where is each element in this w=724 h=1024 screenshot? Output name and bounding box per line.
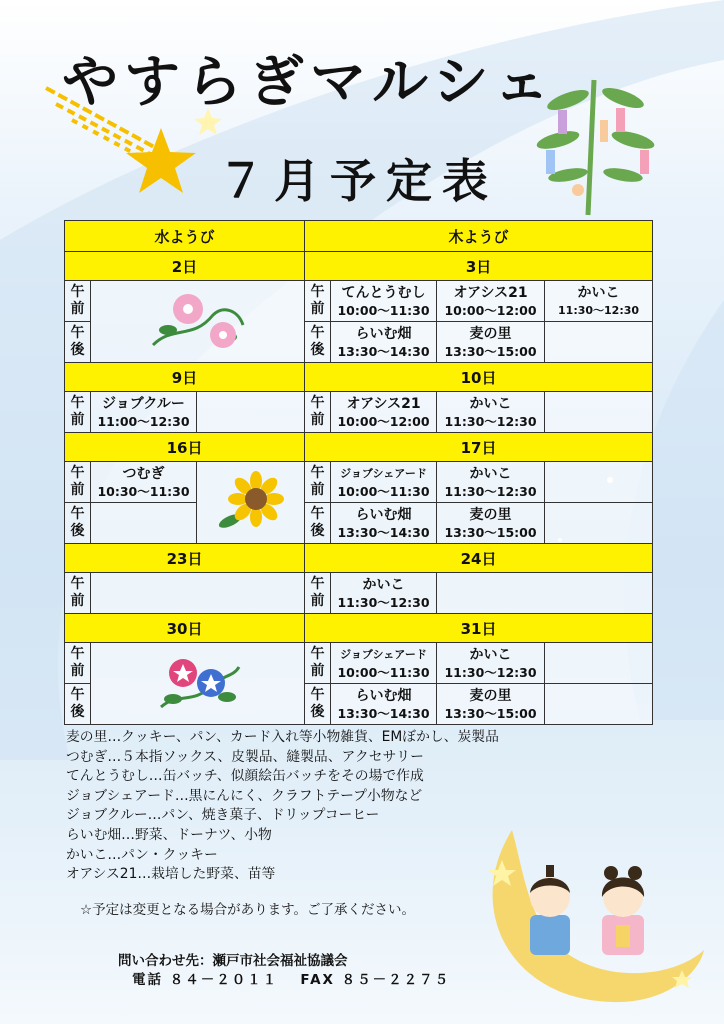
legend-item: 麦の里…クッキー、パン、カード入れ等小物雑貨、EMぼかし、炭製品: [66, 729, 499, 745]
empty-cell: [545, 392, 653, 433]
am-label: 午 前: [65, 281, 91, 322]
entry-time: 11:30～12:30: [444, 483, 537, 499]
pm-label: 午 後: [305, 322, 331, 363]
legend-item: てんとうむし…缶バッチ、似顔絵缶バッチをその場で作成: [66, 768, 424, 785]
date-thu: 10日: [305, 363, 653, 392]
pm-label: 午 後: [65, 322, 91, 363]
entry-cell: [437, 392, 545, 433]
date-wed: 2日: [65, 252, 305, 281]
entry-name: ジョブクルー: [102, 395, 185, 412]
entry-name: らいむ畑: [355, 325, 412, 342]
sunflower-icon: [216, 469, 286, 533]
date-thu: 24日: [305, 544, 653, 573]
pm-label: 午 後: [65, 503, 91, 544]
entry-name: 麦の里: [469, 506, 512, 523]
am-label: 午 前: [305, 643, 331, 684]
entry-time: 10:00～12:00: [444, 302, 537, 318]
header-row: [65, 221, 653, 252]
entry-name: らいむ畑: [355, 687, 412, 704]
entry-cell: [331, 392, 437, 433]
date-row: [65, 614, 653, 643]
contact-info: [118, 952, 450, 990]
entry-cell: [437, 684, 545, 725]
empty-cell: [545, 684, 653, 725]
entry-cell: [437, 281, 545, 322]
empty-cell: [545, 462, 653, 503]
legend-item: ジョブシェアード…黒にんにく、クラフトテープ小物など: [66, 787, 423, 804]
entry-cell: [331, 462, 437, 503]
date-row: [65, 363, 653, 392]
decoration-cell: [197, 462, 305, 544]
entry-name: 麦の里: [469, 687, 512, 704]
contact-organization: 問い合わせ先：瀬戸市社会福祉協議会: [118, 953, 348, 969]
entry-time: 10:00～12:00: [337, 413, 430, 429]
entry-cell: [331, 643, 437, 684]
morning-glory-icon: [153, 647, 243, 717]
entry-name: かいこ: [469, 395, 512, 412]
entry-cell: [331, 684, 437, 725]
entry-cell: [331, 322, 437, 363]
empty-cell: [545, 503, 653, 544]
am-label: 午 前: [65, 392, 91, 433]
am-label: 午 前: [305, 573, 331, 614]
entry-name: てんとうむし: [341, 284, 426, 301]
am-label: 午 前: [65, 462, 91, 503]
entry-name: つむぎ: [122, 465, 165, 482]
date-wed: 23日: [65, 544, 305, 573]
entry-time: 10:00～11:30: [337, 483, 430, 499]
entry-time: 11:30～12:30: [444, 664, 537, 680]
legend-item: かいこ…パン・クッキー: [66, 846, 218, 863]
date-thu: 31日: [305, 614, 653, 643]
entry-time: 13:30～14:30: [337, 524, 430, 540]
empty-cell: [545, 643, 653, 684]
vendor-legend: [66, 728, 499, 885]
legend-item: ジョブクルー…パン、焼き菓子、ドリップコーヒー: [66, 807, 380, 824]
entry-name: らいむ畑: [355, 506, 412, 523]
date-thu: 17日: [305, 433, 653, 462]
entry-name: かいこ: [469, 465, 512, 482]
pm-label: 午 後: [305, 684, 331, 725]
entry-name: かいこ: [469, 646, 512, 663]
entry-name: かいこ: [577, 284, 620, 301]
entry-time: 11:30～12:30: [444, 413, 537, 429]
entry-cell: [545, 281, 653, 322]
legend-item: オアシス21…栽培した野菜、苗等: [66, 866, 276, 883]
entry-time: 13:30～14:30: [337, 343, 430, 359]
entry-cell: [437, 503, 545, 544]
contact-phone-fax: 電話 ８４－２０１１ FAX ８５－２２７５: [132, 972, 451, 988]
entry-time: 10:00～11:30: [337, 302, 430, 318]
decoration-cell: [91, 281, 305, 363]
schedule-table: [64, 220, 653, 725]
date-wed: 9日: [65, 363, 305, 392]
am-label: 午 前: [65, 643, 91, 684]
am-row: [65, 643, 653, 684]
entry-name: 麦の里: [469, 325, 512, 342]
entry-time: 13:30～15:00: [444, 705, 537, 721]
entry-name: ジョブシェアード: [340, 647, 427, 661]
entry-name: ジョブシェアード: [340, 466, 427, 480]
entry-cell: [437, 322, 545, 363]
page-title: やすらぎマルシェ: [62, 50, 556, 115]
entry-time: 10:00～11:30: [337, 664, 430, 680]
entry-name: オアシス21: [346, 395, 421, 412]
entry-cell: [91, 392, 197, 433]
entry-time: 13:30～15:00: [444, 524, 537, 540]
am-row: [65, 573, 653, 614]
pm-row: [65, 503, 653, 544]
date-wed: 16日: [65, 433, 305, 462]
entry-cell: [437, 462, 545, 503]
am-row: [65, 281, 653, 322]
entry-time: 11:00～12:30: [97, 413, 190, 429]
page-subtitle: ７月予定表: [218, 154, 498, 208]
date-row: [65, 544, 653, 573]
empty-cell: [91, 573, 305, 614]
entry-time: 13:30～14:30: [337, 705, 430, 721]
date-row: [65, 252, 653, 281]
decoration-cell: [91, 643, 305, 725]
empty-cell: [545, 322, 653, 363]
empty-cell: [197, 392, 305, 433]
pm-label: 午 後: [65, 684, 91, 725]
entry-cell: [437, 643, 545, 684]
entry-time: 10:30～11:30: [97, 483, 190, 499]
date-wed: 30日: [65, 614, 305, 643]
entry-name: オアシス21: [453, 284, 528, 301]
entry-name: かいこ: [362, 576, 405, 593]
change-notice: ☆予定は変更となる場合があります。ご了承ください。: [80, 902, 416, 918]
entry-cell: [331, 573, 437, 614]
entry-time: 13:30～15:00: [444, 343, 537, 359]
entry-cell: [91, 462, 197, 503]
entry-time: 11:30～12:30: [337, 594, 430, 610]
legend-item: つむぎ…５本指ソックス、皮製品、縫製品、アクセサリー: [66, 748, 424, 765]
legend-item: らいむ畑…野菜、ドーナツ、小物: [66, 826, 272, 843]
am-row: [65, 462, 653, 503]
empty-cell: [437, 573, 653, 614]
empty-cell: [91, 503, 197, 544]
entry-time: 11:30～12:30: [558, 303, 640, 317]
am-label: 午 前: [305, 392, 331, 433]
entry-cell: [331, 503, 437, 544]
am-label: 午 前: [305, 462, 331, 503]
pm-label: 午 後: [305, 503, 331, 544]
header-wednesday: 水ようび: [65, 221, 305, 252]
date-row: [65, 433, 653, 462]
date-thu: 3日: [305, 252, 653, 281]
am-label: 午 前: [305, 281, 331, 322]
am-row: [65, 392, 653, 433]
entry-cell: [331, 281, 437, 322]
morning-glory-icon: [143, 285, 253, 355]
header-thursday: 木ようび: [305, 221, 653, 252]
orihime-hikoboshi-icon: [512, 855, 662, 965]
am-label: 午 前: [65, 573, 91, 614]
